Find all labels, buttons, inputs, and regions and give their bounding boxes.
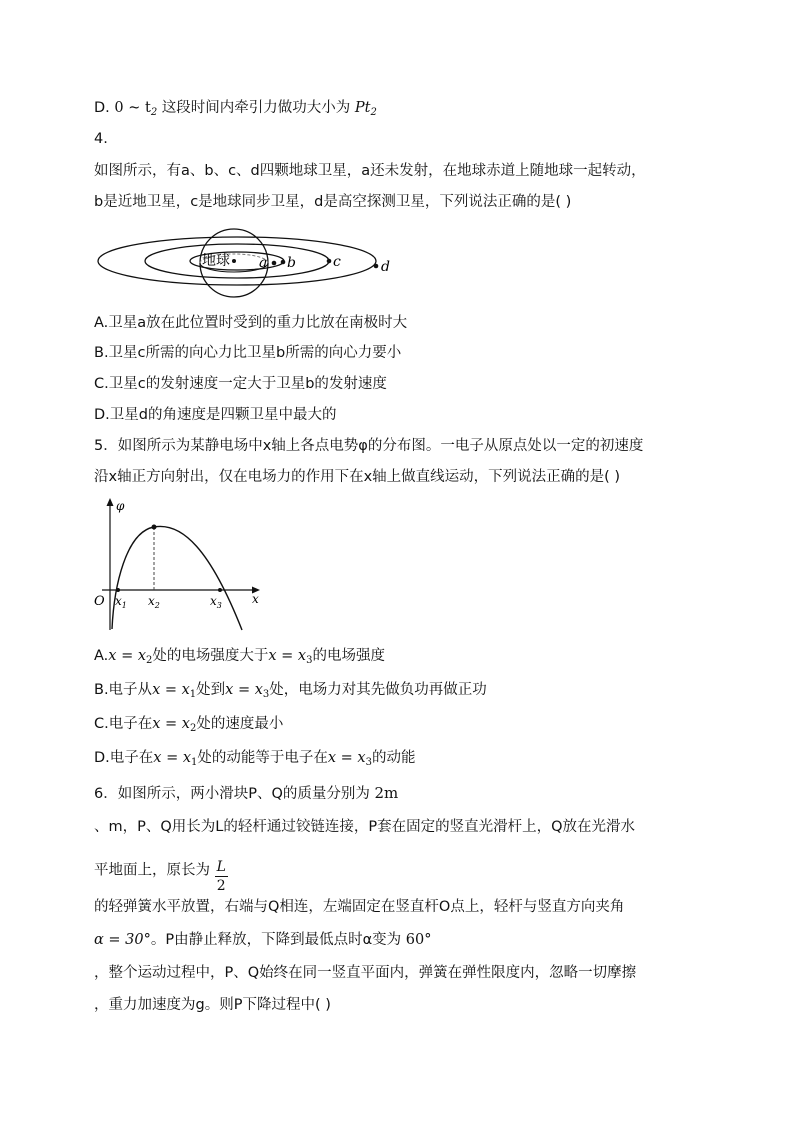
q5-option-a: $A.x = x_2$处的电场强度大于$x = x_3$的电场强度 bbox=[94, 648, 385, 666]
q6-line3: 平地面上，原长为 $\frac{L}{2}$ bbox=[94, 859, 226, 894]
label-a: a bbox=[259, 255, 268, 271]
q4-stem-line1: 如图所示，有a、b、c、d四颗地球卫星，a还未发射，在地球赤道上随地球一起转动， bbox=[94, 163, 646, 179]
x2-label: $x_2$ bbox=[148, 594, 160, 610]
q4-stem-line2: b是近地卫星，c是地球同步卫星，d是高空探测卫星，下列说法正确的是( ) bbox=[94, 194, 572, 210]
q5-option-c: C.电子在$x = x_2$处的速度最小 bbox=[94, 716, 284, 734]
potential-graph bbox=[90, 494, 270, 634]
label-b: b bbox=[287, 255, 296, 271]
q4-number: 4. bbox=[94, 131, 108, 147]
origin-label: O bbox=[94, 594, 105, 609]
x3-label: $x_3$ bbox=[210, 594, 222, 610]
satellite-c bbox=[327, 259, 332, 264]
satellite-b bbox=[281, 260, 286, 265]
satellite-a bbox=[272, 261, 277, 266]
label-c: c bbox=[333, 254, 341, 270]
potential-curve bbox=[112, 526, 242, 630]
q6-line5: α = 30°。P由静止释放，下降到最低点时α变为 60° bbox=[94, 932, 432, 948]
math-expr: Pt bbox=[354, 100, 371, 116]
q5-option-b: B.电子从$x = x_1$处到$x = x_3$处，电场力对其先做负功再做正功 bbox=[94, 682, 487, 700]
x1-point bbox=[116, 588, 120, 592]
peak-point bbox=[152, 525, 157, 530]
q4-option-a: A.卫星a放在此位置时受到的重力比放在南极时大 bbox=[94, 315, 408, 331]
phi-label: φ bbox=[116, 499, 125, 513]
fraction: $\frac{L}{2}$ bbox=[216, 859, 226, 894]
q6-line6: ，整个运动过程中，P、Q始终在同一竖直平面内，弹簧在弹性限度内，忽略一切摩擦 bbox=[94, 965, 637, 981]
q6-line7: ，重力加速度为g。则P下降过程中( ) bbox=[94, 997, 331, 1013]
q4-option-d: D.卫星d的角速度是四颗卫星中最大的 bbox=[94, 407, 337, 423]
q5-option-d: D.电子在$x = x_1$处的动能等于电子在$x = x_3$的动能 bbox=[94, 750, 416, 768]
math-expr: 0 ~ t bbox=[114, 100, 151, 116]
q6-line4: 的轻弹簧水平放置，右端与Q相连，左端固定在竖直杆O点上，轻杆与竖直方向夹角 bbox=[94, 899, 625, 915]
orbit-c bbox=[145, 244, 329, 278]
q6-line1: 6．如图所示，两小滑块P、Q的质量分别为 2m bbox=[94, 784, 399, 802]
q6-line2: 、m，P、Q用长为L的轻杆通过铰链连接，P套在固定的竖直光滑杆上，Q放在光滑水 bbox=[94, 819, 636, 835]
label-d: d bbox=[381, 259, 390, 275]
earth-label: 地球 bbox=[202, 253, 230, 269]
x3-point bbox=[218, 588, 222, 592]
satellite-d bbox=[374, 264, 379, 269]
q5-stem-line2: 沿x轴正方向射出，仅在电场力的作用下在x轴上做直线运动，下列说法正确的是( ) bbox=[94, 469, 621, 485]
y-axis-arrow bbox=[107, 498, 114, 506]
q4-option-c: C.卫星c的发射速度一定大于卫星b的发射速度 bbox=[94, 376, 387, 392]
x1-label: $x_1$ bbox=[115, 594, 127, 610]
prev-option-d: D. 0 ~ $t_2$ 这段时间内牵引力做功大小为 $Pt_2$ bbox=[94, 100, 377, 118]
q5-stem-line1: 5．如图所示为某静电场中x轴上各点电势φ的分布图。一电子从原点处以一定的初速度 bbox=[94, 438, 644, 454]
satellite-orbit-figure bbox=[94, 226, 404, 302]
q4-option-b: B.卫星c所需的向心力比卫星b所需的向心力要小 bbox=[94, 345, 402, 361]
x-axis-label: x bbox=[252, 592, 259, 606]
earth-center bbox=[232, 259, 236, 263]
